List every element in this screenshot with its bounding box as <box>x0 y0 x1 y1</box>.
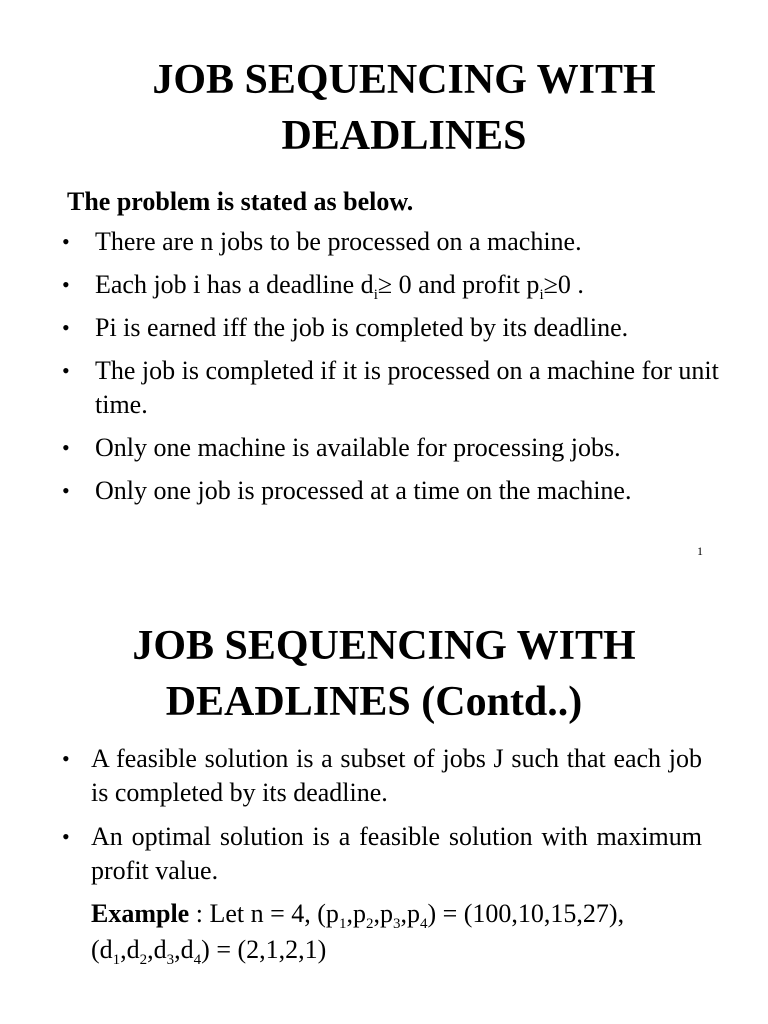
bullet-icon: • <box>62 435 70 460</box>
bullet-text <box>95 270 584 303</box>
bullet-icon: • <box>62 746 70 771</box>
text-run: ,p <box>373 899 393 928</box>
text-run: ) = (2,1,2,1) <box>201 935 327 964</box>
text-run: ,d <box>174 935 194 964</box>
bullet-text: An optimal solution is a feasible solution with maximum profit value. <box>91 822 702 885</box>
list-item <box>62 354 722 422</box>
list-item <box>62 431 722 465</box>
subscript: 3 <box>166 952 175 968</box>
bullet-text: Only one job is processed at a time on the machine. <box>95 476 632 505</box>
list-item <box>62 268 722 302</box>
subscript: 4 <box>419 916 428 932</box>
problem-bullet-list <box>62 225 722 517</box>
text-run: ,d <box>120 935 140 964</box>
text-run: Each job i has a deadline d <box>95 270 374 299</box>
text-run: (d <box>91 935 113 964</box>
bullet-icon: • <box>62 229 70 254</box>
list-item <box>62 311 722 345</box>
bullet-icon: • <box>62 478 70 503</box>
text-run: ,d <box>147 935 167 964</box>
bullet-icon: • <box>62 824 70 849</box>
slide-1-title-line-1: JOB SEQUENCING WITH <box>152 57 656 103</box>
subscript: 4 <box>193 952 202 968</box>
text-run: ) = (100,10,15,27), <box>427 899 625 928</box>
text-run: ≥0 . <box>543 270 584 299</box>
problem-intro: The problem is stated as below. <box>67 187 414 216</box>
bullet-text: There are n jobs to be processed on a machine. <box>95 227 582 256</box>
list-item <box>62 225 722 259</box>
page-number: 1 <box>697 544 703 558</box>
subscript: 3 <box>392 916 401 932</box>
bullet-text: Pi is earned iff the job is completed by its deadline. <box>95 313 629 342</box>
bullet-icon: • <box>62 272 70 297</box>
slide-2-title-line-1: JOB SEQUENCING WITH <box>132 623 636 669</box>
subscript: 2 <box>139 952 148 968</box>
bullet-text: Only one machine is available for processing jobs. <box>95 433 621 462</box>
example-text <box>91 896 711 968</box>
bullet-text: A feasible solution is a subset of jobs J such that each job is completed by its deadline. <box>91 744 702 807</box>
bullet-icon: • <box>62 358 70 383</box>
subscript: 1 <box>338 916 347 932</box>
list-item <box>62 820 702 888</box>
text-run: ,p <box>400 899 420 928</box>
text-run: : Let n = 4, (p <box>189 899 339 928</box>
slide-1-title-line-2: DEADLINES <box>281 113 527 159</box>
slide-2-title <box>0 618 768 730</box>
subscript: i <box>373 287 378 303</box>
example-label: Example <box>91 899 190 928</box>
text-run: ≥ 0 and profit p <box>377 270 540 299</box>
bullet-text: The job is completed if it is processed on a machine for unit time. <box>95 356 719 419</box>
subscript: i <box>539 287 544 303</box>
solution-bullet-list <box>62 742 702 898</box>
list-item <box>62 474 722 508</box>
list-item <box>62 742 702 810</box>
text-run: ,p <box>346 899 366 928</box>
slide-1-title <box>0 52 768 164</box>
slide-2-title-line-2: DEADLINES (Contd..) <box>165 679 583 725</box>
bullet-icon: • <box>62 315 70 340</box>
slide-2 <box>0 600 768 1024</box>
subscript: 2 <box>365 916 374 932</box>
subscript: 1 <box>112 952 121 968</box>
